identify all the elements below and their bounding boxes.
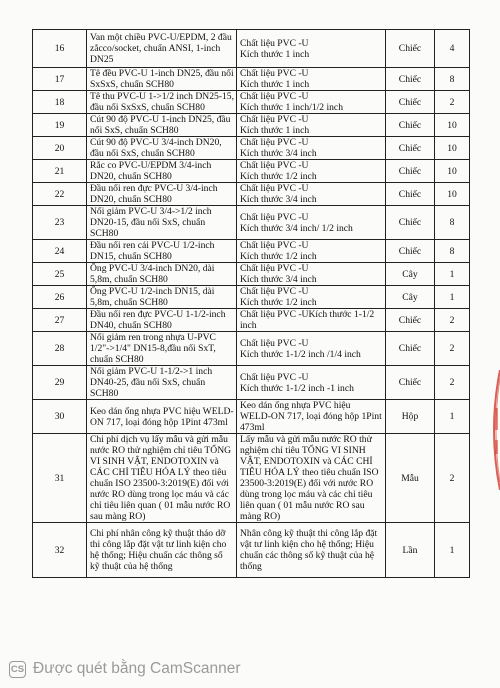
item-unit: Chiếc <box>386 91 435 114</box>
item-number: 16 <box>33 30 87 68</box>
item-specification: Chất liệu PVC -U Kích thước 1 inch/1/2 inch <box>237 91 386 114</box>
item-quantity: 2 <box>435 366 470 400</box>
item-quantity: 4 <box>435 30 470 68</box>
item-unit: Chiếc <box>386 160 435 183</box>
table-row <box>33 286 470 309</box>
item-quantity: 2 <box>435 332 470 366</box>
item-unit: Cây <box>386 263 435 286</box>
item-quantity: 8 <box>435 68 470 91</box>
item-description: Ống PVC-U 1/2-inch DN15, dài 5,8m, chuẩn SCH80 <box>87 286 237 309</box>
item-specification: Nhân công kỹ thuật thi công lắp đặt vật tư linh kiện cho hệ thống; Hiệu chuẩn các thông số kỹ thuật của hệ thống <box>237 523 386 578</box>
item-specification: Lấy mẫu và gửi mẫu nước RO thử nghiệm chỉ tiêu TỔNG VI SINH VẬT, ENDOTOXIN và CÁC CHỈ TIÊU HÓA LÝ theo tiêu chuẩn ISO 23500-3:2019(E) đối với nước RO dùng trong lọc máu và các chỉ tiêu liên quan ( 01 mẫu nước RO sau màng RO) <box>237 434 386 523</box>
item-unit: Mẫu <box>386 434 435 523</box>
item-description: Đầu nối ren cái PVC-U 1/2-inch DN15, chuẩn SCH80 <box>87 240 237 263</box>
table-row <box>33 91 470 114</box>
item-quantity: 1 <box>435 263 470 286</box>
table-row <box>33 366 470 400</box>
table-row <box>33 434 470 523</box>
item-description: Van một chiều PVC-U/EPDM, 2 đầu zắcco/socket, chuẩn ANSI, 1-inch DN25 <box>87 30 237 68</box>
item-number: 18 <box>33 91 87 114</box>
item-quantity: 10 <box>435 183 470 206</box>
item-number: 19 <box>33 114 87 137</box>
item-description: Tê thu PVC-U 1->1/2 inch DN25-15, đầu nối SxSxS, chuẩn SCH80 <box>87 91 237 114</box>
table-row <box>33 30 470 68</box>
item-number: 26 <box>33 286 87 309</box>
item-quantity: 2 <box>435 434 470 523</box>
item-unit: Chiếc <box>386 30 435 68</box>
red-stamp-fragment <box>486 370 500 490</box>
item-quantity: 10 <box>435 114 470 137</box>
item-unit: Chiếc <box>386 137 435 160</box>
item-description: Keo dán ống nhựa PVC hiệu WELD-ON 717, loại đóng hộp 1Pint 473ml <box>87 400 237 434</box>
item-specification: Chất liệu PVC -U Kích thước 1 inch <box>237 114 386 137</box>
item-number: 17 <box>33 68 87 91</box>
scanner-watermark <box>9 658 241 680</box>
item-unit: Cây <box>386 286 435 309</box>
item-quantity: 2 <box>435 91 470 114</box>
item-specification: Keo dán ống nhựa PVC hiệu WELD-ON 717, loại đóng hộp 1Pint 473ml <box>237 400 386 434</box>
item-quantity: 10 <box>435 160 470 183</box>
item-quantity: 1 <box>435 400 470 434</box>
item-description: Rắc co PVC-U/EPDM 3/4-inch DN20, chuẩn SCH80 <box>87 160 237 183</box>
item-description: Chi phí nhân công kỹ thuật tháo dỡ thi công lắp đặt vật tư linh kiện cho hệ thống; Hiệu chuẩn các thông số kỹ thuật của hệ thống <box>87 523 237 578</box>
item-description: Đầu nối ren đực PVC-U 3/4-inch DN20, chuẩn SCH80 <box>87 183 237 206</box>
item-number: 24 <box>33 240 87 263</box>
item-specification: Chất liệu PVC -U Kích thước 3/4 inch/ 1/2 inch <box>237 206 386 240</box>
item-specification: Chất liệu PVC -U Kích thước 1-1/2 inch /1/4 inch <box>237 332 386 366</box>
item-description: Đầu nối ren đực PVC-U 1-1/2-inch DN40, chuẩn SCH80 <box>87 309 237 332</box>
item-unit: Chiếc <box>386 68 435 91</box>
item-description: Tê đều PVC-U 1-inch DN25, đầu nối SxSxS, chuẩn SCH80 <box>87 68 237 91</box>
item-unit: Lần <box>386 523 435 578</box>
item-unit: Hộp <box>386 400 435 434</box>
item-number: 25 <box>33 263 87 286</box>
table-row <box>33 400 470 434</box>
item-specification: Chất liệu PVC -U Kích thước 3/4 inch <box>237 263 386 286</box>
item-unit: Chiếc <box>386 240 435 263</box>
item-unit: Chiếc <box>386 366 435 400</box>
item-number: 30 <box>33 400 87 434</box>
item-number: 22 <box>33 183 87 206</box>
table-row <box>33 240 470 263</box>
item-number: 27 <box>33 309 87 332</box>
item-description: Nối giảm PVC-U 3/4->1/2 inch DN20-15, đầu nối SxS, chuẩn SCH80 <box>87 206 237 240</box>
watermark-text: Được quét bằng CamScanner <box>33 660 241 677</box>
item-quantity: 1 <box>435 286 470 309</box>
table-row <box>33 523 470 578</box>
item-specification: Chất liệu PVC -U Kích thước 1 inch <box>237 68 386 91</box>
item-quantity: 10 <box>435 137 470 160</box>
item-description: Nối giảm PVC-U 1-1/2->1 inch DN40-25, đầu nối SxS, chuẩn SCH80 <box>87 366 237 400</box>
item-specification: Chất liệu PVC -UKích thước 1-1/2 inch <box>237 309 386 332</box>
table-row <box>33 114 470 137</box>
table-row <box>33 137 470 160</box>
item-number: 23 <box>33 206 87 240</box>
camscanner-logo-icon: CS <box>9 661 26 678</box>
item-description: Cút 90 độ PVC-U 1-inch DN25, đầu nối SxS, chuẩn SCH80 <box>87 114 237 137</box>
item-specification: Chất liệu PVC -U Kích thước 3/4 inch <box>237 137 386 160</box>
item-specification: Chất liệu PVC -U Kích thước 1/2 inch <box>237 160 386 183</box>
table-row <box>33 183 470 206</box>
item-specification: Chất liệu PVC -U Kích thước 3/4 inch <box>237 183 386 206</box>
item-unit: Chiếc <box>386 183 435 206</box>
table-row <box>33 206 470 240</box>
item-unit: Chiếc <box>386 206 435 240</box>
item-description: Chi phí dịch vụ lấy mẫu và gửi mẫu nước RO thử nghiệm chỉ tiêu TỔNG VI SINH VẬT, ENDOTOXIN và CÁC CHỈ TIÊU HÓA LÝ theo tiêu chuẩn ISO 23500-3:2019(E) đối với nước RO dùng trong lọc máu và các chỉ tiêu liên quan ( 01 mẫu nước RO sau màng RO) <box>87 434 237 523</box>
item-quantity: 2 <box>435 309 470 332</box>
item-quantity: 1 <box>435 523 470 578</box>
item-specification: Chất liệu PVC -U Kích thước 1-1/2 inch -1 inch <box>237 366 386 400</box>
item-number: 32 <box>33 523 87 578</box>
item-description: Ống PVC-U 3/4-inch DN20, dài 5,8m, chuẩn SCH80 <box>87 263 237 286</box>
item-number: 28 <box>33 332 87 366</box>
item-description: Nối giảm ren trong nhựa U-PVC 1/2"->1/4" DN15-8,đầu nối SxT, chuẩn SCH80 <box>87 332 237 366</box>
table-row <box>33 263 470 286</box>
item-specification: Chất liệu PVC -U Kích thước 1/2 inch <box>237 286 386 309</box>
item-unit: Chiếc <box>386 309 435 332</box>
item-number: 29 <box>33 366 87 400</box>
item-number: 21 <box>33 160 87 183</box>
table-row <box>33 160 470 183</box>
item-number: 20 <box>33 137 87 160</box>
item-specification: Chất liệu PVC -U Kích thước 1/2 inch <box>237 240 386 263</box>
item-specification: Chất liệu PVC -U Kích thước 1 inch <box>237 30 386 68</box>
item-quantity: 8 <box>435 206 470 240</box>
item-description: Cút 90 độ PVC-U 3/4-inch DN20, đầu nối SxS, chuẩn SCH80 <box>87 137 237 160</box>
items-table <box>32 29 470 578</box>
item-quantity: 8 <box>435 240 470 263</box>
table-row <box>33 68 470 91</box>
table-row <box>33 332 470 366</box>
item-number: 31 <box>33 434 87 523</box>
item-unit: Chiếc <box>386 332 435 366</box>
table-row <box>33 309 470 332</box>
item-unit: Chiếc <box>386 114 435 137</box>
